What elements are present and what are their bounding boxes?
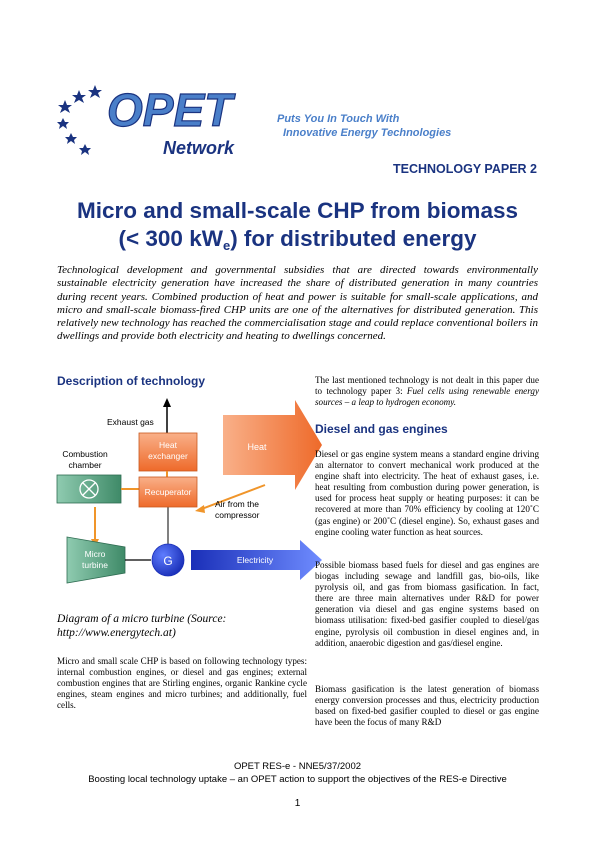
heat-output-arrow	[223, 400, 322, 490]
star-arc-icon	[57, 85, 102, 155]
svg-text:exchanger: exchanger	[148, 451, 188, 461]
svg-text:compressor: compressor	[215, 510, 260, 520]
svg-text:Electricity: Electricity	[236, 555, 274, 565]
label-exhaust-gas: Exhaust gas	[107, 417, 154, 427]
svg-text:Heat: Heat	[247, 442, 267, 452]
right-paragraph-1: Diesel or gas engine system means a standard engine driving an alternator to convert mechanical work produced at the engine shaft into electricity. The heat of exhaust gases, i.e. heat resulting from combustion during power generation, is used for process heat supply or heating purposes: it can be recovered at more than 70% efficiency by cooling at 120˚C (gas engine) or 200˚C (diesel engine). So, exhaust gases and engine cooling water function as heat sources.	[315, 449, 539, 537]
intro-paragraph: Technological development and governmental subsidies that are directed towards environmentally sustainable electricity generation have increased the share of distributed generation in many countries during recent years. Combined production of heat and power is suitable for small-scale applications, and micro and small-scale biomass-fired CHP units are one of the alternatives for distributed generation. This relatively new technology has reached the commercialisation stage and could replace conventional boilers in dwellings and provide both electricity and heating to dwellings concerned.	[57, 264, 538, 343]
left-paragraph-1: Micro and small scale CHP is based on following technology types: internal combustion engines, or diesel and gas engines; external combustion engines that are Stirling engines, organic Rankine cycle engines, steam engines and micro turbines; and additionally, fuel cells.	[57, 656, 307, 711]
title-line-1: Micro and small-scale CHP from biomass	[77, 198, 518, 223]
logo-wordmark: OPET	[107, 84, 233, 136]
footer-motto: Boosting local technology uptake – an OPET action to support the objectives of the RES-e Directive	[88, 774, 507, 785]
logo-tagline-1: Puts You In Touch With	[277, 113, 400, 125]
svg-text:Combustion: Combustion	[62, 449, 108, 459]
section-heading-diesel: Diesel and gas engines	[315, 422, 448, 436]
micro-turbine-diagram	[55, 395, 325, 595]
svg-text:Heat: Heat	[159, 440, 177, 450]
svg-text:chamber: chamber	[68, 460, 102, 470]
opet-logo	[55, 78, 475, 160]
logo-tagline-2: Innovative Energy Technologies	[283, 127, 452, 139]
title-line-2: (< 300 $kW_e$) for distributed energy	[118, 226, 477, 253]
svg-text:Recuperator: Recuperator	[144, 487, 192, 497]
footer-reference: OPET RES-e - NNE5/37/2002	[233, 761, 362, 772]
svg-text:turbine: turbine	[82, 560, 108, 570]
svg-text:Micro: Micro	[84, 549, 106, 559]
technology-paper-number: TECHNOLOGY PAPER 2	[392, 162, 537, 176]
section-heading-description: Description of technology	[57, 374, 206, 388]
diagram-caption: Diagram of a micro turbine (Source: http://www.energytech.at)	[57, 613, 227, 639]
page-number: 1	[294, 798, 301, 809]
svg-text:G: G	[163, 554, 173, 568]
logo-network: Network	[163, 138, 235, 158]
page-title	[40, 197, 555, 253]
right-paragraph-3: Biomass gasification is the latest generation of biomass energy conversion processes and thus, electricity production based on fixed-bed gasifier coupled to diesel or gas engine have been the focus of many R&D	[315, 684, 539, 728]
footer	[40, 760, 555, 786]
right-paragraph-2: Possible biomass based fuels for diesel and gas engines are biogas including sewage and landfill gas, bio-oils, like pyrolysis oil, and gas from biomass gasification. In fact, there are three main alternatives under R&D for power generation via diesel and gas engine systems based on biomass utilisation: fixed-bed gasifier coupled to diesel/gas engine, pyrolysis oil combustion in diesel engines and, in addition, anaerobic digestion and gas/diesel engine.	[315, 560, 539, 648]
right-paragraph-0: The last mentioned technology is not dealt in this paper due to technology paper 3: Fuel cells using renewable energy sources – a leap to hydrogen economy.	[315, 375, 540, 408]
svg-text:Air from the: Air from the	[215, 499, 259, 509]
